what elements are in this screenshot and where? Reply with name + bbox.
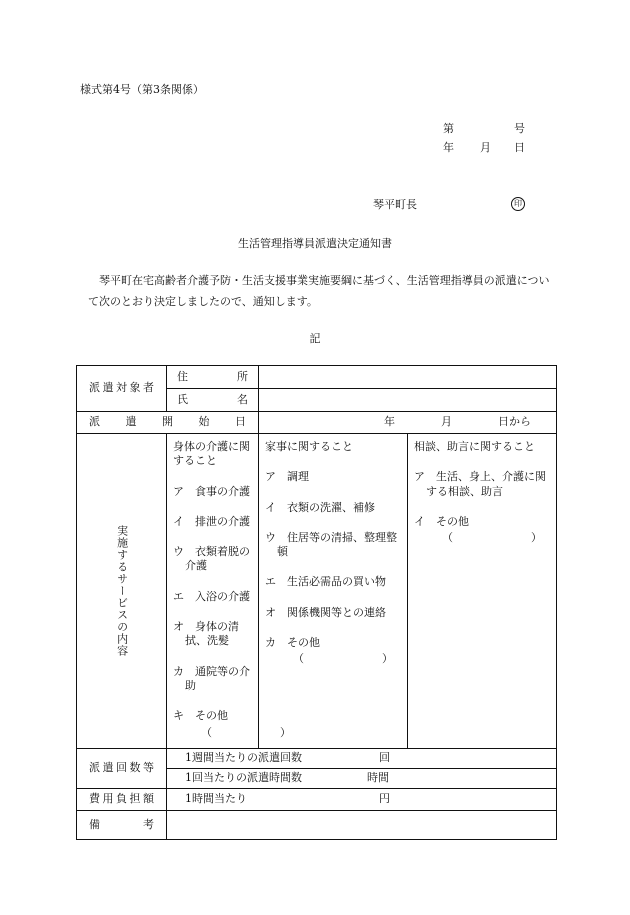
consult-other-paren[interactable]: （ ） [442, 531, 542, 545]
care-item[interactable]: イ 排泄の介護 [173, 514, 250, 528]
date-day-label: 日 [514, 141, 525, 154]
start-date-label: 派遣開始日 [77, 412, 259, 434]
start-date-field[interactable] [259, 412, 557, 434]
start-month-label: 月 [441, 415, 452, 428]
housework-other-paren[interactable]: （ ） [293, 652, 393, 666]
housework-item[interactable]: ア 調理 [265, 470, 309, 484]
name-field[interactable] [259, 389, 557, 412]
weekly-visits-unit: 回 [379, 751, 390, 765]
remarks-field[interactable] [167, 810, 557, 839]
weekly-visits-field[interactable] [167, 748, 557, 768]
address-label: 住所 [167, 366, 259, 389]
document-number-suffix: 号 [514, 122, 525, 135]
care-item[interactable]: ア 食事の介護 [173, 484, 250, 498]
name-label: 氏名 [167, 389, 259, 412]
remarks-label: 備考 [77, 810, 167, 839]
target-person-label: 派遣対象者 [77, 366, 167, 412]
per-visit-hours-unit: 時間 [367, 771, 389, 785]
per-visit-hours-field[interactable] [167, 768, 557, 788]
address-field[interactable] [259, 366, 557, 389]
per-visit-hours-label: 1回当たりの派遣時間数 [185, 771, 302, 785]
housework-item-other[interactable]: カ その他 [265, 636, 320, 650]
consult-heading: 相談、助言に関すること [414, 440, 535, 453]
care-item-other[interactable]: キ その他 [173, 709, 228, 723]
consult-item-other[interactable]: イ その他 [414, 514, 469, 528]
care-item[interactable]: カ 通院等の介助 [173, 664, 250, 692]
hourly-cost-field[interactable] [167, 788, 557, 810]
weekly-visits-label: 1週間当たりの派遣回数 [185, 751, 302, 765]
care-other-paren[interactable]: （ ） [201, 725, 291, 739]
housework-item[interactable]: オ 関係機関等との連絡 [265, 605, 386, 619]
care-item[interactable]: エ 入浴の介護 [173, 589, 250, 603]
ki-marker: 記 [309, 332, 321, 345]
housework-heading: 家事に関すること [265, 440, 353, 453]
date-month-label: 月 [480, 141, 491, 154]
document-number-label: 第 [443, 122, 454, 135]
cost-label: 費用負担額 [77, 788, 167, 810]
consult-column [408, 434, 557, 749]
visits-label: 派遣回数等 [77, 748, 167, 788]
consult-item[interactable]: ア 生活、身上、介護に関する相談、助言 [414, 470, 546, 498]
seal-mark: 印 [511, 197, 525, 211]
care-heading: 身体の介護に関すること [173, 440, 250, 468]
issuer-name: 琴平町長 [373, 198, 417, 211]
decision-form-table [76, 365, 557, 840]
housework-item[interactable]: エ 生活必需品の買い物 [265, 575, 386, 589]
care-item[interactable]: オ 身体の清拭、洗髪 [173, 620, 239, 648]
services-label: 実施するサービスの内容 [77, 434, 167, 749]
document-title: 生活管理指導員派遣決定通知書 [238, 237, 392, 250]
housework-item[interactable]: イ 衣類の洗濯、補修 [265, 500, 375, 514]
date-year-label: 年 [443, 141, 454, 154]
housework-item[interactable]: ウ 住居等の清掃、整理整頓 [265, 530, 397, 559]
start-year-label: 年 [384, 415, 395, 428]
start-day-label: 日から [498, 415, 531, 428]
notice-body: 琴平町在宅高齢者介護予防・生活支援事業実施要綱に基づく、生活管理指導員の派遣について次のとおり決定しましたので、通知します。 [88, 274, 550, 308]
hourly-cost-unit: 円 [379, 792, 390, 806]
hourly-cost-label: 1時間当たり [185, 792, 247, 806]
care-item[interactable]: ウ 衣類着脱の介護 [173, 545, 250, 573]
housework-column [259, 434, 408, 749]
form-number: 様式第4号（第3条関係） [80, 83, 204, 96]
